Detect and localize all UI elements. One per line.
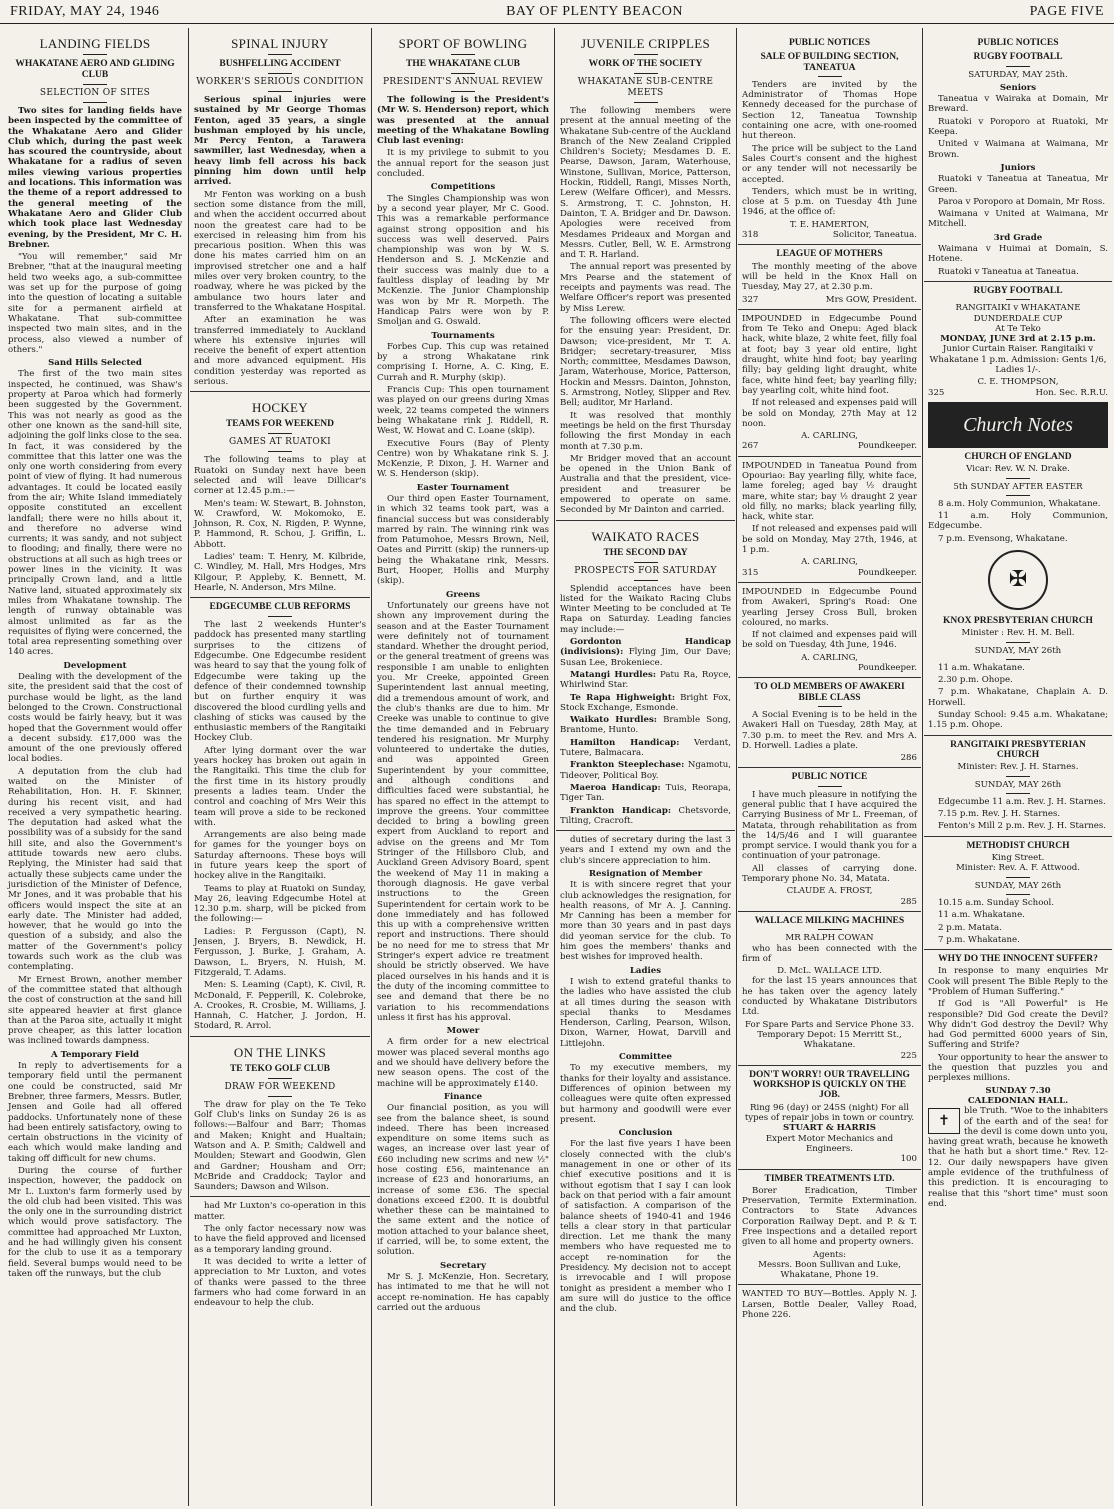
paragraph: The only factor necessary now was to have the field approved and licensed as a temporary landing ground.	[194, 1224, 366, 1255]
race-fancies: Bramble Song, Brantome, Hunto.	[560, 715, 732, 736]
race-fancies: Tuis, Reorapa, Tiger Tan.	[560, 782, 732, 804]
paragraph: Mr Bridger moved that an account be opened in the Union Bank of Australia and that the president, vice-president and treasurer be empowered to operate on same. Seconded by Mr Dainton and carried.	[560, 453, 731, 516]
paragraph: For the last five years I have been closely connected with the club's management in one or other of its chief executive positions and it is without egotism that I say I can look back on that period with a fair amount of satisfaction. A comparison of the balance sheets of 1940-41 and 1946 tells a clear story in that particular direction. Let me thank the many members who have requested me to accept re-nomination for the Presidency. My decision not to accept is irrevocable and I will propose tonight as president a member who I am sure will do justice to the office and the club.	[560, 1139, 731, 1315]
paragraph: Ladies' team: T. Henry, M. Kilbride, C. Windley, M. Hall, Mrs Hodges, Mrs Kilgour, P. Appleby, K. Bennett, M. Hearle, N. Anderson, Mrs Milne.	[194, 551, 366, 593]
headline: JUVENILE CRIPPLES	[581, 36, 710, 51]
paragraph: Tenders, which must be in writing, close at 5 p.m. on Tuesday 4th June 1946, at the office of:	[742, 186, 917, 218]
divider	[268, 616, 292, 617]
divider	[268, 433, 292, 434]
divider	[451, 91, 475, 92]
signature: CLAUDE A. FROST,	[786, 886, 873, 897]
fixture: Taneatua v Wairaka at Domain, Mr Breward.	[928, 94, 1108, 115]
divider	[1006, 894, 1030, 895]
signature: T. E. HAMERTON,	[789, 219, 870, 230]
impound-notice: IMPOUNDED in Edgecumbe Pound from Te Teko and Onepu: Aged black hack, white blaze, 2 white feet, filly foal at foot; bay 3 year old entire, light draught, white hind foot; bay yearling filly; bay gelding light draught, white face, white hind feet; bay yearling filly; bay yearling colt, white hind foot.	[742, 313, 917, 396]
notices-and-church-column	[924, 28, 1112, 1506]
headline: SPORT OF BOWLING	[398, 36, 528, 51]
divider	[634, 580, 658, 581]
lead-paragraph: The following is the President's (Mr W. S. Henderson) report, which was presented at the annual meeting of the Whakatane Bowling Club last evening:	[377, 95, 549, 147]
section-heading: Development	[63, 660, 127, 671]
church-minister: Minister : Rev. H. M. Bell.	[961, 628, 1075, 639]
paper-name: BAY OF PLENTY BEACON	[506, 3, 683, 19]
headline: WAIKATO RACES	[591, 528, 700, 544]
paragraph: who has been connected with the firm of	[742, 943, 917, 964]
service-time: 7 p.m. Evensong, Whakatane.	[938, 533, 1068, 544]
signature-title: Poundkeeper.	[857, 663, 917, 674]
divider	[924, 281, 1112, 282]
fixture: Waimana v Huimai at Domain, S. Hotene.	[928, 244, 1108, 265]
paragraph: I wish to extend grateful thanks to the ladies who have assisted the club at all times during the season with special thanks to Mesdames Henderson, Carling, Pearson, Wilson, Dixon, Warner, Howat, Darvill and Littlejohn.	[560, 976, 731, 1049]
paragraph: In reply to advertisements for a temporary field until the permanent one could be constructed, said Mr Brebner, three farmers, Messrs. Butler, Jensen and Goile had all offered paddocks. Unfortunately none of these had been entirely satisfactory, owing to certain obstructions in the vicinity of each which would make landing and taking off difficult for new chums.	[8, 1061, 182, 1164]
paragraph: Teams to play at Ruatoki on Sunday, May 26, leaving Edgecumbe Hotel at 12.30 p.m. sharp, will be picked from the following:—	[194, 883, 366, 925]
event-venue: CALEDONIAN HALL.	[967, 1095, 1069, 1106]
section-heading: Mower	[446, 1026, 480, 1037]
article-spinal-injury	[190, 28, 370, 1506]
section-heading: Tournaments	[431, 330, 495, 341]
church-name: METHODIST CHURCH	[966, 840, 1070, 851]
race-name: Maeroa Handicap:	[570, 782, 661, 793]
paragraph: If not released and expenses paid will be sold on Monday, 27th May at 12 noon.	[742, 398, 917, 429]
ad-line: Expert Motor Mechanics and Engineers.	[765, 1133, 894, 1154]
paragraph: Francis Cup: This open tournament was played on our greens during Xmas week, 22 teams competed the winners being Whakatane rink J. Riddell, R. West, W. Howat and C. Loane (skip).	[377, 385, 549, 437]
divider	[634, 562, 658, 563]
headline: HOCKEY	[252, 400, 308, 416]
race-fancies: Bright Fox, Stock Exchange, Esmonde.	[560, 692, 732, 713]
ad-line: Messrs. Boon Sullivan and Luke, Whakatane, Phone 19.	[758, 1259, 901, 1281]
divider	[818, 929, 842, 930]
divider	[556, 830, 735, 831]
ad-firm: STUART & HARRIS	[783, 1123, 876, 1134]
paragraph: The last 2 weekends Hunter's paddock has presented many startling surprises to the citizens of Edgecumbe. One Edgecumbe resident was heard to say that the young folk of Edgecumbe were taking up the defence of their condemned township but on further enquiry it was discovered the blood curdling yells and clashing of sticks was caused by the enthusiastic members of the Rangitaiki Hockey Club.	[194, 620, 366, 744]
notice-number: 318	[742, 230, 759, 241]
race-item	[560, 806, 731, 827]
paragraph: Borer Eradication, Timber Preservation, Termite Extermination. Contractors to State Advances Corporation Railway Dept. and P. & T. Free inspections and a detailed report given to all home and property owners.	[742, 1185, 917, 1248]
divider	[1006, 659, 1030, 660]
event-time: SUNDAY 7.30	[985, 1085, 1051, 1096]
subheadline: SELECTION OF SITES	[39, 88, 151, 98]
race-name: Frankton Handicap:	[570, 805, 672, 816]
church-sunday: SUNDAY, MAY 26th	[974, 880, 1062, 891]
fixture-date: SATURDAY, MAY 25th.	[968, 69, 1068, 80]
subheadline: WHAKATANE SUB-CENTRE MEETS	[577, 77, 714, 98]
section-heading: Secretary	[440, 1260, 486, 1271]
race-item	[560, 693, 731, 714]
issue-date: FRIDAY, MAY 24, 1946	[10, 3, 160, 19]
notice-footer	[742, 568, 917, 578]
notice-number: 325	[928, 387, 945, 398]
divider	[83, 54, 107, 55]
paragraph: If not released and expenses paid will be sold on Monday, May 27th, 1946, at 1 p.m.	[742, 524, 917, 556]
notice-number: 100	[900, 1154, 917, 1165]
divider	[818, 786, 842, 787]
signature: C. E. THOMPSON,	[977, 377, 1059, 388]
section-heading: Committee	[619, 1052, 672, 1063]
notice-title: TO OLD MEMBERS OF AWAKERI BIBLE CLASS	[754, 682, 905, 703]
race-name: Gordonton Handicap (indivisions):	[560, 637, 731, 658]
subheadline: WHAKATANE AERO AND GLIDING CLUB	[15, 59, 175, 80]
fixture: United v Waimana at Waimana, Mr Brown.	[928, 139, 1108, 160]
subheadline: DRAW FOR WEEKEND	[224, 1081, 336, 1092]
church-name: CHURCH OF ENGLAND	[964, 451, 1072, 462]
church-seal-icon: ✠	[988, 550, 1048, 610]
church-sunday: SUNDAY, MAY 26th	[974, 779, 1062, 790]
church-street: King Street.	[991, 853, 1045, 864]
divider	[1006, 793, 1030, 794]
paragraph: Ladies: P. Fergusson (Capt), N. Jensen, J. Bryers, B. Newdick, H. Fergusson, J. Burke, J. Graham, A. Dawson, L. Bryers, N. Huish, M. Fitzgerald, T. Adams.	[194, 926, 366, 978]
column-rule	[736, 28, 737, 1506]
race-item	[560, 670, 731, 691]
divider	[268, 91, 292, 92]
paragraph: The following members were present at the annual meeting of the Whakatane Sub-centre of the Auckland Branch of the New Zealand Crippled Children's Society; Mesdames D. E. Pearse, Dawson, Jaram, Waterhouse, Winstone, Sullivan, Morice, Patterson, Hockin, Riddell, Rangi, Misses North, Lerew (Welfare Officer), and Messrs. S. Armstrong, T. C. Johnston, H. Dainton, T. A. Bridger and Dr. Dawson. Apologies were received from Mesdames Prideaux and Morgan and Messrs. Cutler, Bell, W. E. Armstrong and T. R. Harland.	[560, 106, 731, 261]
column-rule	[188, 28, 189, 1506]
paragraph: Our financial position, as you will see from the balance sheet, is sound indeed. There has been increased expenditure on some items such as wages, an increase over last year of £60 including new scrims and new ½" hose costing £56, maintenance an increase of £23 and honorariums, an increase of some £36. The special donations exceed £200. It is doubtful whether these can be maintained to the same extent and the notice of motion attached to your balance sheet, if carried, will be, to some extent, the solution.	[377, 1103, 549, 1258]
divider	[634, 73, 658, 74]
subheadline: THE WHAKATANE CLUB	[405, 59, 521, 69]
impound-notice: IMPOUNDED in Edgecumbe Pound from Awakeri, Spring's Road: One yearling Jersey Cross Bull, broken coloured, no marks.	[742, 586, 917, 628]
divider	[190, 1036, 370, 1037]
service-time: 8 a.m. Holy Communion, Whakatane.	[938, 498, 1101, 509]
church-minister: Minister: Rev. A. F. Attwood.	[955, 863, 1081, 874]
paragraph: The draw for play on the Te Teko Golf Club's links on Sunday 26 is as follows:—Balfour and Barr; Thomas and Maken; Knight and Hualtain; Watson and A. P. Smith; Caldwell and Moulden; Stewart and Goodwin, Glen and Gardner; Housham and Orr; McBride and Craddock; Taylor and Saunders; Dawson and Wilson.	[194, 1099, 366, 1193]
divider	[738, 456, 921, 457]
paragraph: In response to many enquiries Mr Cook will present The Bible Reply to the "Problem of Human Suffering."	[928, 966, 1108, 997]
church-sunday: SUNDAY, MAY 26th	[974, 645, 1062, 656]
divider	[1006, 299, 1030, 300]
open-bible-icon: ✝	[928, 1108, 960, 1134]
divider	[556, 520, 735, 521]
paragraph: Mr Fenton was working on a bush section some distance from the mill, and when the accident occurred about noon the greatest care had to be exercised in releasing him from his precarious position. When this was done his mates carried him on an improvised stretcher one and a half miles over very broken country, to the roadway, where he was picked by the ambulance two hours later and transferred to the Whakatane Hospital.	[194, 189, 366, 313]
race-name: Hamilton Handicap:	[570, 737, 680, 748]
paragraph: Your opportunity to hear the answer to the question that puzzles you and perplexes millions.	[928, 1052, 1108, 1084]
notice-footer	[742, 295, 917, 305]
divider	[268, 451, 292, 452]
section-heading: Ladies	[629, 965, 662, 976]
ad-title: DON'T WORRY! OUR TRAVELLING WORKSHOP IS QUICKLY ON THE JOB.	[749, 1069, 910, 1101]
divider	[738, 244, 921, 245]
fixture: Ruatoki v Taneatua at Taneatua, Mr Green.	[928, 174, 1108, 195]
notice-number: 327	[742, 294, 759, 305]
subheadline: PRESIDENT'S ANNUAL REVIEW	[383, 77, 543, 87]
subheadline: THE SECOND DAY	[603, 547, 688, 558]
paragraph: After lying dormant over the war years hockey has broken out again in the Rangitaiki. This time the club for the first time in its history proudly presents a ladies team. Under the control and coaching of Mrs Weir this team will prove a side to be reckoned with.	[194, 745, 366, 828]
divider	[738, 911, 921, 912]
classified-ad: WANTED TO BUY—Bottles. Apply N. J. Larsen, Bottle Dealer, Valley Road, Phone 226.	[742, 1289, 917, 1321]
impound-notice: IMPOUNDED in Taneatua Pound from Opouriao: Bay yearling filly, white face, lame foreleg; aged bay ½ draught mare, white star; bay ½ draught 2 year old filly, no marks; black yearling filly, hack, white star.	[742, 460, 917, 523]
divider	[738, 1284, 921, 1285]
ad-line: Agents:	[812, 1249, 847, 1260]
paragraph: Our third open Easter Tournament, in which 32 teams took part, was a financial success but was considerably marred by rain. The winning rink was from Patumohoe, Messrs Brown, Neil, Oates and Pirritt (skip) the runners-up being the Whakatane rink, Messrs. Burt, Hooper, Hollis and Murphy (skip).	[377, 493, 549, 587]
paragraph: The first of the two main sites inspected, he continued, was Shaw's property at Paroa which had formerly been suggested by the Government. This was not nearly as good as the other one known as the sand-hill site, adjoining the golf links close to the sea. In fact, it was considered by the committee that this latter one was the only one worth considering from every point of view of flying. It had numerous advantages. It could be located easily from the air; White Island immediately opposite constituted an excellent landfall; there were no hills about it, and therefore no adverse wind currents; it was sandy, and not subject to flooding; and finally, there were no obstructions at all such as high trees or power lines in the vicinity. It was principally Crown land, and a little Native land, situated approximately six miles from Whakatane township. The length of runway obtainable was almost unlimited as far as the requisites of flying were concerned, the total area representing something over 140 acres.	[8, 369, 182, 658]
race-fancies: Ngamotu, Tideover, Political Boy.	[560, 760, 731, 781]
divider	[190, 597, 370, 598]
notice-footer	[742, 441, 917, 451]
grade-heading: Juniors	[1000, 162, 1036, 173]
divider	[1006, 478, 1030, 479]
ad-firm: D. McL. WALLACE LTD.	[777, 966, 882, 977]
race-item	[560, 738, 731, 759]
subheadline: WORK OF THE SOCIETY	[588, 59, 703, 69]
signature: A. CARLING,	[801, 557, 858, 568]
paragraph: All classes of carrying done. Temporary phone No. 34, Matata.	[742, 863, 917, 885]
divider	[1006, 66, 1030, 67]
church-name: KNOX PRESBYTERIAN CHURCH	[943, 615, 1093, 626]
paragraph: Mr S. J. McKenzie, Hon. Secretary, has intimated to me that he will not accept re-nomination. He has capably carried out the arduous	[377, 1271, 549, 1313]
paragraph: Mr Ernest Brown, another member of the committee stated that although the cost of construction at the sand hill site appeared heavier at first glance than at the Paroa site, actually it might prove cheaper, as this latter location was inclined towards dampness.	[8, 974, 182, 1047]
race-item	[560, 715, 731, 736]
notice-title: SALE OF BUILDING SECTION, TANEATUA	[760, 52, 899, 73]
notice-title: PUBLIC NOTICE	[791, 772, 868, 783]
divider	[1006, 642, 1030, 643]
church-notes-banner: Church Notes	[928, 402, 1108, 448]
paragraph: I have much pleasure in notifying the general public that I have acquired the Carrying Business of Mr L. Freeman, of Matata, through rehabilitation as from the 14/5/46 and I will guarantee prompt service. I would thank you for a continuation of your patronage.	[742, 789, 917, 862]
notice-title: LEAGUE OF MOTHERS	[776, 249, 883, 260]
column-header: PUBLIC NOTICES	[977, 38, 1059, 48]
paragraph: Dealing with the development of the site, the president said that the cost of purchase would be light, as the land belonged to the Crown. Constructional costs would be fairly heavy, but it was hoped that the Government would offer a decent subsidy. £17,000 was the amount of the one previously offered local bodies.	[8, 672, 182, 765]
headline: SPINAL INJURY	[231, 36, 329, 51]
headline: EDGECUMBE CLUB REFORMS	[209, 602, 351, 613]
divider	[268, 1096, 292, 1097]
notice-title: WHY DO THE INNOCENT SUFFER?	[938, 954, 1098, 965]
paragraph: It was resolved that monthly meetings be held on the first Thursday following the first Monday in each month at 7.30 p.m.	[560, 410, 731, 452]
divider	[738, 1065, 921, 1066]
race-item	[560, 783, 731, 804]
paragraph: The following officers were elected for the ensuing year: President, Dr. Dawson; vice-president, Mr T. A. Bridger; secretary-treasurer, Miss North; committee, Mesdames Dawson, Jaram, Waterhouse, Morice, Patterson, Hockin and Messrs. Dainton, Johnston, S. Armstrong, Notley, Slipper and Rev. Bell; auditor, Mr Harland.	[560, 315, 731, 409]
column-rule	[922, 28, 923, 1506]
service-time: 2.30 p.m. Ohope.	[938, 675, 1013, 686]
paragraph: The following teams to play at Ruatoki on Sunday next have been selected and will leave Dillicar's corner at 12.45 p.m.:—	[194, 455, 366, 497]
subheadline: BUSHFELLING ACCIDENT	[219, 59, 341, 69]
divider	[818, 706, 842, 707]
service-time: 11 a.m. Whakatane.	[938, 910, 1025, 921]
paragraph: After an examination he was transferred immediately to Auckland where his extensive injuries will receive the benefit of expert attention and more advanced equipment. His condition yesterday was reported as serious.	[194, 315, 366, 388]
divider	[634, 102, 658, 103]
masthead	[0, 0, 1114, 24]
divider	[738, 767, 921, 768]
section-heading: A Temporary Field	[50, 1049, 140, 1060]
divider	[1006, 776, 1030, 777]
race-item	[560, 637, 731, 668]
paragraph: Executive Fours (Bay of Plenty Centre) won by Whakatane rink S. J. McKenzie, P. Dixon, J. H. Warner and W. S. Henderson (skip).	[377, 438, 549, 480]
notice-number: 286	[900, 753, 917, 764]
divider	[1006, 495, 1030, 496]
race-list	[560, 637, 731, 826]
divider	[268, 54, 292, 55]
service-time: Fenton's Mill 2 p.m. Rev. J. H. Starnes.	[938, 821, 1106, 832]
cup-name: DUNDERDALE CUP	[973, 313, 1063, 324]
signature-title: Hon. Sec. R.R.U.	[1035, 387, 1108, 398]
match-title: RANGITAIKI v WHAKATANE	[955, 303, 1081, 314]
service-time: Sunday School: 9.45 a.m. Whakatane; 1.15 p.m. Ohope.	[928, 710, 1108, 731]
church-sunday: 5th SUNDAY AFTER EASTER	[953, 481, 1083, 492]
paragraph: had Mr Luxton's co-operation in this matter.	[194, 1201, 366, 1222]
notice-footer	[928, 388, 1108, 398]
signature-title: Poundkeeper.	[857, 441, 917, 452]
divider	[1006, 877, 1030, 878]
ad-line: Temporary Depot: 15 Merritt St., Whakatane.	[757, 1029, 902, 1051]
subheadline: GAMES AT RUATOKI	[229, 437, 331, 448]
divider	[924, 735, 1112, 736]
divider	[924, 836, 1112, 837]
signature-title: Poundkeeper.	[857, 567, 917, 578]
public-notices-column	[738, 28, 921, 1506]
ad-line: For Spare Parts and Service Phone 33.	[745, 1019, 914, 1030]
ad-line: Ring 96 (day) or 245S (night) For all types of repair jobs in town or country.	[744, 1102, 915, 1124]
notice-number: 315	[742, 567, 759, 578]
column-rule	[554, 28, 555, 1506]
divider	[738, 677, 921, 678]
service-time: 7 p.m. Whakatane.	[938, 934, 1020, 945]
paragraph: A firm order for a new electrical mower was placed several months ago and we should have delivery before the new season opens. The cost of the machine will be approximately £140.	[377, 1037, 549, 1089]
article-landing-fields	[4, 28, 186, 1506]
race-fancies: Flying Jim, Our Dave; Susan Lee, Brokeniece.	[560, 647, 731, 668]
service-time: 2 p.m. Matata.	[938, 922, 1002, 933]
divider	[451, 54, 475, 55]
paragraph: ble Truth. "Woe to the inhabiters of the earth and of the sea! for the devil is come down unto you, having great wrath, because he knoweth that he hath but a short time." Rev. 12-12. Our daily newspapers have given ample evidence of the truthfulness of this prediction. It is encouraging to realise that this "short time" must soon end.	[928, 1106, 1108, 1209]
race-name: Matangi Hurdles:	[570, 669, 656, 680]
divider	[924, 949, 1112, 950]
signature-title: Solicitor, Taneatua.	[832, 230, 917, 241]
church-minister: Minister: Rev. J. H. Starnes.	[957, 762, 1079, 773]
paragraph: If God is "All Powerful" is He responsible? Did God create the Devil? Why didn't God destroy the Devil? Why had God permitted 6000 years of Sin, Suffering and Strife?	[928, 999, 1108, 1051]
fixture: Paroa v Poroporo at Domain, Mr Ross.	[938, 196, 1106, 207]
subheadline: TEAMS FOR WEEKEND	[225, 419, 335, 430]
paragraph: If not claimed and expenses paid will be sold on Tuesday, 4th June, 1946.	[742, 630, 917, 651]
church-name: RANGITAIKI PRESBYTERIAN CHURCH	[950, 739, 1086, 760]
notice-title: RUGBY FOOTBALL	[973, 285, 1063, 296]
paragraph: A Social Evening is to be held in the Awakeri Hall on Tuesday, 28th May, at 7.30 p.m. to meet the Rev. and Mrs A. D. Horwell. Ladies a plate.	[742, 709, 917, 751]
paragraph: Junior Curtain Raiser. Rangitaiki v Whakatane 1 p.m. Admission: Gents 1/6, Ladies 1/-.	[929, 344, 1107, 376]
service-time: 11 a.m. Whakatane.	[938, 662, 1025, 673]
headline: LANDING FIELDS	[39, 36, 151, 51]
section-heading: Resignation of Member	[588, 869, 703, 879]
divider	[190, 1196, 370, 1197]
service-time: 10.15 a.m. Sunday School.	[938, 897, 1055, 908]
section-heading: Competitions	[430, 182, 496, 193]
divider	[738, 582, 921, 583]
subheadline: WORKER'S SERIOUS CONDITION	[196, 77, 364, 87]
paragraph: Forbes Cup. This cup was retained by a strong Whakatane rink comprising I. Horne, A. C. King, E. Currah and R. Murphy (skip).	[377, 341, 549, 383]
signature: A. CARLING,	[801, 652, 858, 663]
race-name: Waikato Hurdles:	[570, 715, 657, 726]
subheadline: TE TEKO GOLF CLUB	[229, 1063, 331, 1074]
paragraph: Splendid acceptances have been listed for the Waikato Racing Clubs Winter Meeting to be concluded at Te Rapa on Saturday. Leading fancies may include:—	[560, 583, 731, 635]
divider	[818, 76, 842, 77]
divider	[738, 309, 921, 310]
paragraph: Men's team: W. Stewart, B. Johnston, W. Crawford, W. Mokomoko, E. Johnson, R. Cox, N. Rigden, P. Wynne, P. Hammond, R. Schou, J. Griffin, L. Abbott.	[194, 498, 366, 550]
race-fancies: Verdant, Tutere, Balmacara.	[560, 737, 731, 759]
fixture: Waimana v United at Waimana, Mr Mitchell.	[928, 209, 1108, 230]
notice-number: 225	[900, 1050, 917, 1061]
divider	[268, 73, 292, 74]
divider	[83, 102, 107, 103]
signature: Mrs GOW, President.	[825, 294, 917, 305]
race-fancies: Patu Ra, Royce, Whirlwind Star.	[560, 669, 732, 691]
column-rule	[371, 28, 372, 1506]
notice-number: 267	[742, 441, 759, 452]
fixture: Ruatoki v Poroporo at Ruatoki, Mr Keepa.	[928, 116, 1108, 138]
paragraph: Arrangements are also being made for games for the younger boys on Saturday afternoons. These boys will in future years keep the sport of hockey alive in the Rangitaiki.	[194, 830, 366, 882]
section-heading: Greens	[446, 589, 480, 600]
section-heading: Conclusion	[618, 1128, 673, 1139]
race-fancies: Chetsvorde, Tilting, Cracroft.	[560, 805, 731, 826]
article-sport-of-bowling	[373, 28, 553, 1506]
section-heading: Finance	[443, 1091, 483, 1102]
grade-heading: Seniors	[999, 82, 1037, 93]
divider	[634, 54, 658, 55]
divider	[268, 1078, 292, 1079]
divider	[190, 391, 370, 392]
grade-heading: 3rd Grade	[993, 232, 1043, 243]
column-header: PUBLIC NOTICES	[788, 38, 871, 48]
paragraph: It is with sincere regret that your club acknowledges the resignation, for health reasons, of Mr A. J. Canning. Mr Canning has been a member for more than 30 years and in past days did yeoman service for the club. To him goes the members' thanks and best wishes for improved health.	[560, 880, 731, 963]
divider	[83, 84, 107, 85]
match-date: MONDAY, JUNE 3rd at 2.15 p.m.	[940, 334, 1096, 345]
section-heading: Easter Tournament	[416, 482, 510, 493]
paragraph: duties of secretary during the last 3 years and I extend my own and the club's sincere appreciation to him.	[560, 835, 731, 866]
service-time: 7.15 p.m. Rev. J. H. Starnes.	[938, 809, 1061, 820]
lead-paragraph: Two sites for landing fields have been inspected by the committee of the Whakatane Aero and Glider Club which, during the past week has scoured the countryside, about Whakatane for a radius of seven miles viewing various properties and locations. This information was the theme of a report addressed to the general meeting of the Whakatane Aero and Glider Club which took place last Wednesday evening, by the President, Mr C. H. Brebner.	[8, 106, 182, 250]
article-juvenile-cripples	[556, 28, 735, 1506]
ad-title: TIMBER TREATMENTS LTD.	[764, 1173, 895, 1184]
divider	[451, 73, 475, 74]
paragraph: The Singles Championship was won by a second year player, Mr C. Good. This was a remarkable performance against strong opposition and his success was well deserved. Pairs championship was won by W. S. Henderson and S. J. McKenzie and their success was mainly due to a faultless display of leading by Mr McKenzie. The Junior Championship was won by Mr R. Morpeth. The Handicap Pairs were won by P. Smoljan and G. Oswald.	[377, 193, 549, 328]
paragraph: Unfortunately our greens have not shown any improvement during the season and at the Easter Tournament were definitely not of tournament standard. Whether the drought period, or the general treatment of greens was responsible I am unable to enlighten you. Mr Creeke, appointed Green Superintendent last annual meeting, did a tremendous amount of work, and the club's thanks are due to him. Mr Creeke was unable to continue to give the time demanded and in February tendered his resignation. Mr Murphy volunteered to undertake the duties, and was appointed Green Superintendent by your committee, and although conditions and difficulties faced were substantial, he has spared no effect in the attempt to improve the greens. Your committee decided to bring a bowling green expert from Auckland to report and advise on the greens and Mr Tom Stringer of the Hillsboro Club, and Auckland Green Advisory Board, spent the weekend of May 11 in making a thorough diagnosis. He gave verbal instructions to the Green Superintendent for certain work to be done immediately and has followed this up with a comprehensive written report and instructions. There should be no need for me to stress that Mr Stringer's expert advice re treatment should be strictly observed. We have placed ourselves in his hands and it is the duty of the incoming committee to see and demand that there be no variation to his recommendations unless it first has his approval.	[377, 600, 549, 1023]
paragraph: Men: S. Leaming (Capt), K. Civil, R. McDonald, F. Pepperill, K. Colebroke, A. Crookes, R. Crosbie, M. Williams, J. Hannah, C. Hatcher, J. Jordon, H. Stodard, R. Arrol.	[194, 980, 366, 1032]
ad-title: WALLACE MILKING MACHINES	[754, 915, 905, 926]
paragraph: It was decided to write a letter of appreciation to Mr Luxton, and votes of thanks were passed to the three farmers who had come forward in an endeavour to help the club.	[194, 1256, 366, 1309]
notice-number: 285	[900, 896, 917, 907]
ad-name: MR RALPH COWAN	[785, 933, 874, 944]
race-item	[560, 760, 731, 781]
service-time: 7 p.m. Whakatane, Chaplain A. D. Horwell.	[928, 687, 1108, 708]
paragraph: The annual report was presented by Mrs Pearse and the statement of receipts and payments was read. The Welfare Officer's report was presented by Miss Lerew.	[560, 262, 731, 314]
paragraph: The monthly meeting of the above will be held in the Knox Hall on Tuesday, May 27, at 2.30 p.m.	[742, 261, 917, 293]
paragraph: A deputation from the club had waited on the Minister of Rehabilitation, Hon. H. F. Skinner, during his recent visit, and had received a very sympathetic hearing. The deputation had asked what the possibility was of a subsidy for the sand hill site, and also the Government's attitude towards new aero clubs. Replying, the Minister had said that actually these subjects came under the jurisdiction of the Minister of Defence, Mr Jones, and it was probable that his officers would inspect the site at an early date. The Minister had added, however, that he would go into the question of a subsidy, and also the matter of the Government's policy towards such work as the club was contemplating.	[8, 766, 182, 973]
lead-paragraph: Serious spinal injuries were sustained by Mr George Thomas Fenton, aged 35 years, a single bushman employed by his uncle, Mr Percy Fenton, a Tarawera sawmiller, last Wednesday, when a heavy limb fell across his back pinning him down until help arrived.	[194, 95, 366, 188]
paragraph: It is my privilege to submit to you the annual report for the season just concluded.	[377, 148, 549, 180]
service-time: Edgecumbe 11 a.m. Rev. J. H. Starnes.	[938, 796, 1106, 807]
notice-title: RUGBY FOOTBALL	[973, 52, 1063, 63]
section-heading: Sand Hills Selected	[48, 358, 142, 369]
venue: At Te Teko	[995, 323, 1041, 334]
fixture: Ruatoki v Taneatua at Taneatua.	[938, 266, 1079, 277]
paragraph: "You will remember," said Mr Brebner, "that at the inaugural meeting held two weeks ago, a sub-committee was set up for the purpose of going into the question of locating a suitable site for a permanent airfield at Whakatane. That sub-committee inspected two main sites, and in the process, also viewed a number of others."	[8, 252, 182, 355]
paragraph: During the course of further inspection, however, the paddock on Mr L. Luxton's farm formerly used by the old club had been visited. This was the only one in the surrounding district which would prove satisfactory. The committee had approached Mr Luxton, and he had willingly given his consent for the club to use it as a temporary field. Several bumps would need to be taken off the runways, but the club	[8, 1165, 182, 1279]
divider	[738, 1169, 921, 1170]
paragraph: for the last 15 years announces that he has taken over the agency lately conducted by Whakatane Distributors Ltd.	[742, 976, 917, 1018]
church-minister: Vicar: Rev. W. N. Drake.	[966, 464, 1070, 475]
race-name: Te Rapa Highweight:	[570, 692, 676, 703]
paragraph: The price will be subject to the Land Sales Court's consent and the highest or any tender will not necessarily be accepted.	[742, 143, 917, 185]
page-number: PAGE FIVE	[1029, 3, 1104, 19]
signature: A. CARLING,	[801, 431, 858, 442]
headline: ON THE LINKS	[233, 1044, 327, 1060]
race-name: Frankton Steeplechase:	[570, 760, 685, 771]
subheadline: PROSPECTS FOR SATURDAY	[574, 565, 717, 576]
paragraph: To my executive members, my thanks for their loyalty and assistance. Differences of opinion between my colleagues were quite often expressed but harmony and goodwill were ever present.	[560, 1063, 731, 1125]
paragraph: Tenders are invited by the Administrator of Thomas Hope Kennedy deceased for the purchase of Section 12, Taneatua Township containing one acre, with one-roomed hut thereon.	[742, 79, 917, 142]
notice-footer	[742, 230, 917, 240]
service-time: 11 a.m. Holy Communion, Edgecumbe.	[928, 511, 1108, 532]
